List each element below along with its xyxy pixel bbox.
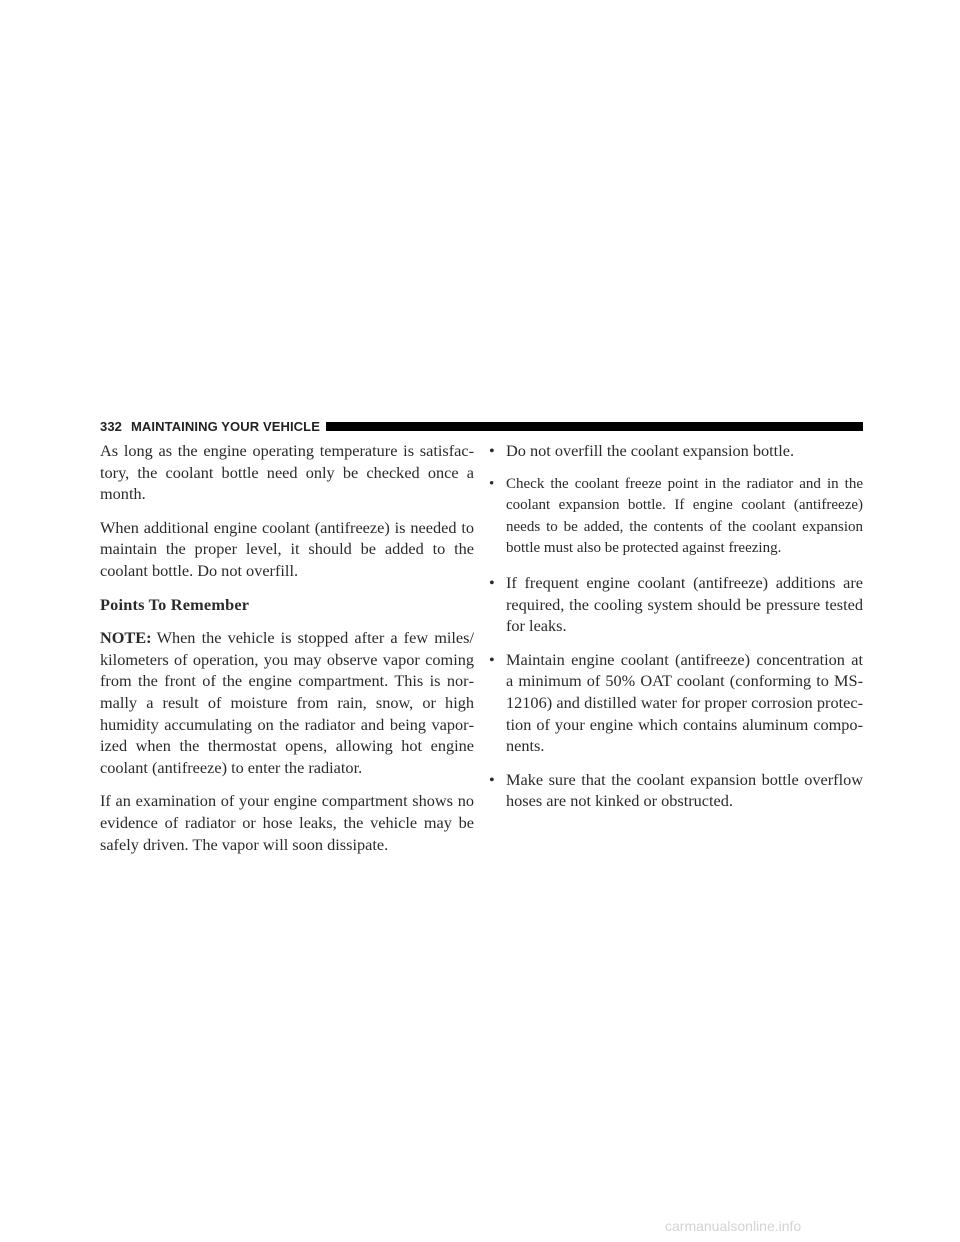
note-label: NOTE: xyxy=(100,628,152,648)
bullet-icon: • xyxy=(489,572,495,592)
list-item xyxy=(489,572,863,637)
list-item-text: Check the coolant freeze point in the radiator and in the coolant expansion bottle. If engine coolant (antifreeze) needs to be added, the contents of the coolant expansion bottle must also be protected against freezing. xyxy=(506,475,863,557)
paragraph-additional-coolant: When additional engine coolant (antifreeze) is needed to maintain the proper level, it should be added to the coolant bottle. Do not overfill. xyxy=(100,517,474,580)
list-item-text: Make sure that the coolant expansion bottle overflow hoses are not kinked or obstructed. xyxy=(506,769,863,811)
list-item-text: Do not overfill the coolant expansion bottle. xyxy=(506,441,795,460)
list-item-text: Maintain engine coolant (antifreeze) concentration at a minimum of 50% OAT coolant (conforming to MS-12106) and distilled water for proper corrosion protection of your engine which contains aluminum components. xyxy=(506,649,863,756)
section-title: MAINTAINING YOUR VEHICLE xyxy=(131,418,320,434)
watermark: carmanualsonline.info xyxy=(665,1218,802,1234)
list-item xyxy=(489,649,863,757)
page-header xyxy=(100,418,863,434)
left-column xyxy=(100,440,474,867)
list-item xyxy=(489,769,863,812)
bullet-icon: • xyxy=(489,769,495,789)
list-item xyxy=(489,440,863,462)
list-item xyxy=(489,474,863,560)
paragraph-operating-temperature: As long as the engine operating temperature is satisfactory, the coolant bottle need only be checked once a month. xyxy=(100,441,474,504)
section-heading: Points To Remember xyxy=(100,594,250,614)
right-column xyxy=(489,440,863,824)
bullet-icon: • xyxy=(489,649,495,669)
bullet-icon: • xyxy=(489,475,495,492)
note-text: When the vehicle is stopped after a few miles/ kilometers of operation, you may observe vapor coming from the front of the engine compartment. This is normally a result of moisture from rain, snow, or high humidity accumulating on the radiator and being vaporized when the thermostat opens, allowing hot engine coolant (antifreeze) to enter the radiator. xyxy=(100,628,474,777)
page-number: 332 xyxy=(100,418,122,434)
bullet-list xyxy=(489,440,863,812)
paragraph-examination: If an examination of your engine compartment shows no evidence of radiator or hose leaks, the vehicle may be safely driven. The vapor will soon dissipate. xyxy=(100,791,474,854)
note-paragraph xyxy=(100,627,474,778)
header-rule xyxy=(326,422,863,431)
bullet-icon: • xyxy=(489,441,495,460)
list-item-text: If frequent engine coolant (antifreeze) additions are required, the cooling system should be pressure tested for leaks. xyxy=(506,572,863,636)
